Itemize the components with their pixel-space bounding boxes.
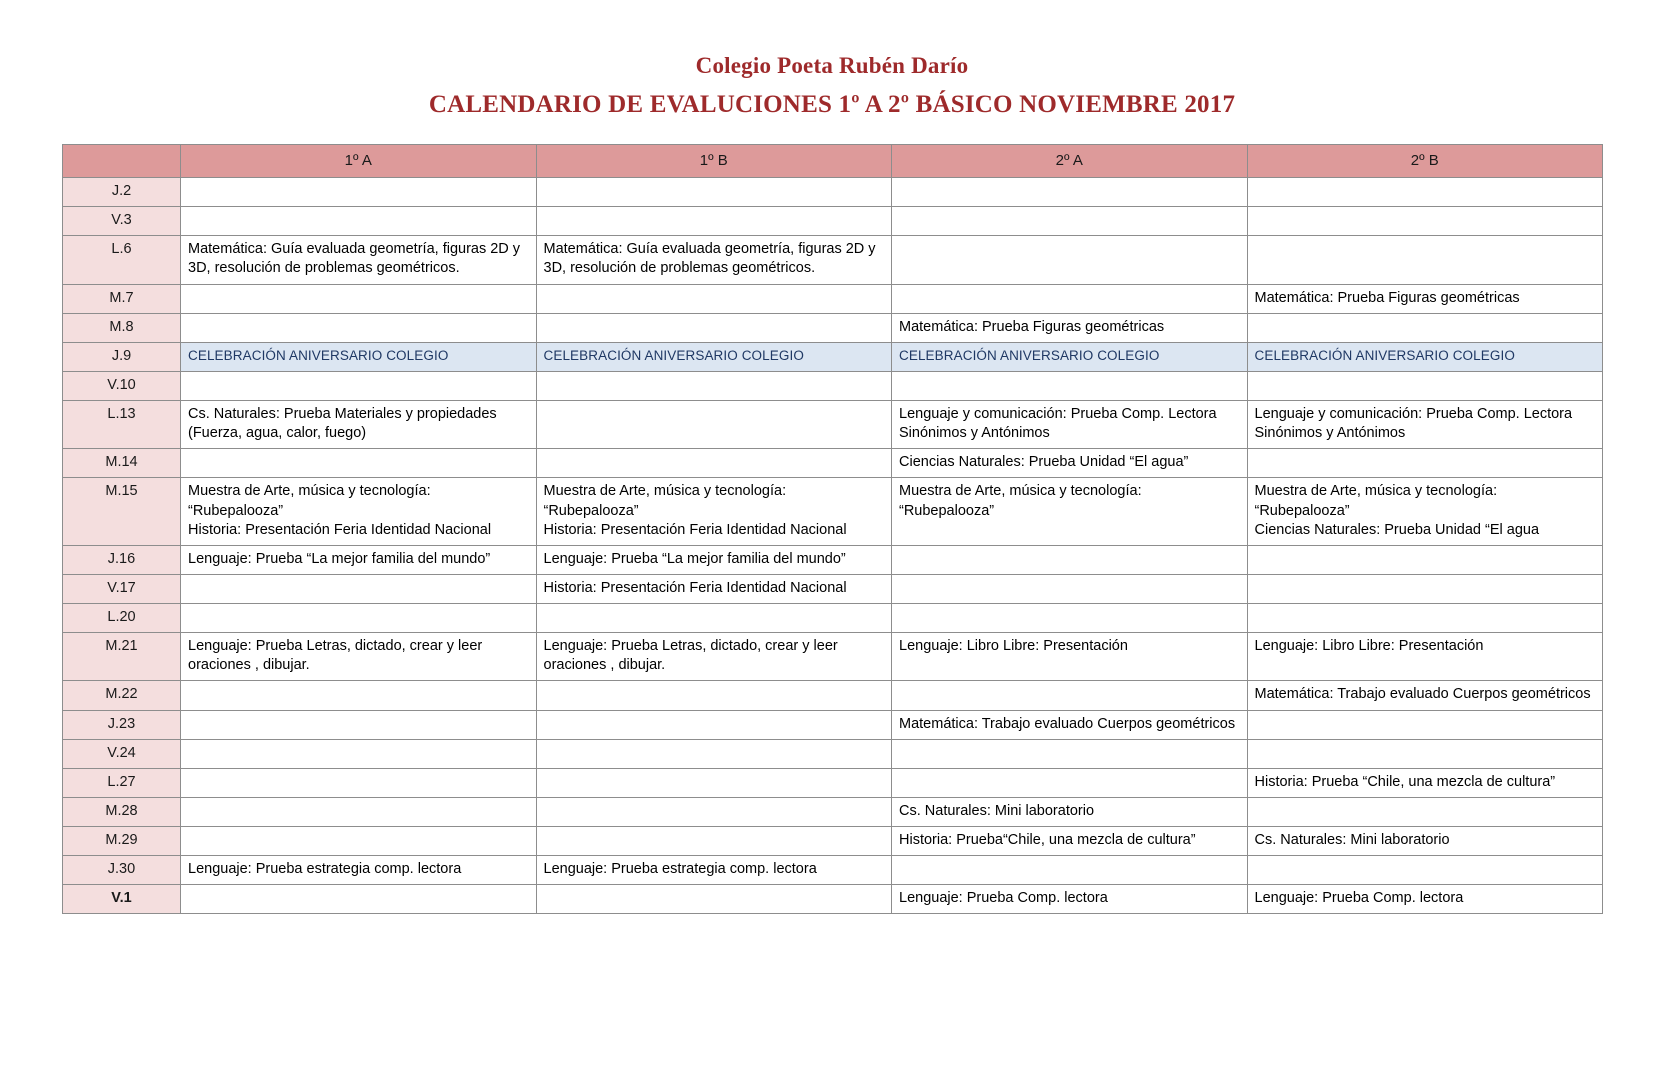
column-header-2a: 2º A [892,145,1248,178]
cell-line: Historia: Presentación Feria Identidad Nacional [543,521,847,538]
row-day-label: L.13 [63,401,181,449]
table-cell [1247,681,1603,710]
table-row [63,342,1603,371]
table-cell [892,797,1248,826]
table-cell [892,827,1248,856]
table-row [63,401,1603,449]
row-day-label: J.2 [63,178,181,207]
row-day-label: J.30 [63,856,181,885]
row-day-label: M.29 [63,827,181,856]
cell-line: Matemática: Guía evaluada geometría, figuras 2D y 3D, resolución de problemas geométricos. [543,241,876,277]
row-day-label: M.22 [63,681,181,710]
table-cell [536,710,892,739]
table-cell [892,768,1248,797]
table-cell [1247,207,1603,236]
table-cell [892,236,1248,284]
table-cell [892,710,1248,739]
table-row [63,449,1603,478]
cell-line: Matemática: Trabajo evaluado Cuerpos geométricos [899,715,1236,732]
row-day-label: J.9 [63,342,181,371]
cell-line: Cs. Naturales: Mini laboratorio [1254,832,1450,848]
table-cell [1247,313,1603,342]
table-cell [892,207,1248,236]
table-row [63,681,1603,710]
row-day-label: M.7 [63,284,181,313]
cell-line: Muestra de Arte, música y tecnología: “Rubepalooza” [543,483,787,519]
table-cell [892,681,1248,710]
table-cell [181,710,537,739]
table-cell [536,885,892,914]
table-cell [181,371,537,400]
cell-line: Lenguaje: Prueba estrategia comp. lectora [543,861,817,878]
cell-line: Lenguaje: Prueba Comp. lectora [1254,890,1464,907]
table-cell [1247,604,1603,633]
cell-line: Muestra de Arte, música y tecnología: “Rubepalooza” [188,483,431,519]
table-row [63,574,1603,603]
cell-line: Cs. Naturales: Mini laboratorio [899,802,1095,819]
cell-line: Matemática: Prueba Figuras geométricas [1254,289,1520,306]
table-cell [892,342,1248,371]
cell-line: Matemática: Prueba Figuras geométricas [899,318,1165,335]
table-cell [181,449,537,478]
table-row [63,604,1603,633]
cell-line: Muestra de Arte, música y tecnología: “Rubepalooza” [899,483,1142,519]
table-cell [536,633,892,681]
row-day-label: V.3 [63,207,181,236]
page-title: CALENDARIO DE EVALUCIONES 1º A 2º BÁSICO NOVIEMBRE 2017 [428,90,1236,118]
table-row [63,236,1603,284]
cell-line: Historia: Prueba“Chile, una mezcla de cultura” [899,832,1196,848]
table-row [63,739,1603,768]
column-header-day [63,145,181,178]
table-row [63,313,1603,342]
table-cell [181,236,537,284]
table-row [63,710,1603,739]
table-cell [536,449,892,478]
table-cell [536,574,892,603]
table-cell [181,885,537,914]
table-cell [1247,856,1603,885]
table-header [63,145,1603,178]
cell-line: Lenguaje: Prueba “La mejor familia del mundo” [543,550,846,567]
table-row [63,768,1603,797]
table-cell [892,739,1248,768]
table-cell [1247,885,1603,914]
cell-line: Historia: Prueba “Chile, una mezcla de cultura” [1254,773,1556,790]
cell-line: Lenguaje: Prueba Letras, dictado, crear y leer oraciones , dibujar. [188,638,483,674]
row-day-label: J.23 [63,710,181,739]
table-cell [892,574,1248,603]
table-cell [892,449,1248,478]
table-cell [181,797,537,826]
cell-line: Historia: Presentación Feria Identidad Nacional [188,521,492,538]
table-cell [892,545,1248,574]
cell-line: CELEBRACIÓN ANIVERSARIO COLEGIO [899,347,1160,363]
row-day-label: L.20 [63,604,181,633]
cell-line: Lenguaje: Prueba Comp. lectora [899,890,1108,907]
cell-line: Ciencias Naturales: Prueba Unidad “El agua [1254,521,1540,538]
table-cell [1247,449,1603,478]
cell-line: Cs. Naturales: Prueba Materiales y propiedades (Fuerza, agua, calor, fuego) [188,406,497,442]
table-cell [1247,371,1603,400]
column-header-1b: 1º B [536,145,892,178]
table-cell [536,342,892,371]
table-cell [536,284,892,313]
row-day-label: V.1 [63,885,181,914]
table-cell [892,885,1248,914]
table-body [63,178,1603,914]
table-cell [536,401,892,449]
table-cell [536,545,892,574]
cell-line: Lenguaje y comunicación: Prueba Comp. Lectora Sinónimos y Antónimos [899,406,1217,442]
table-cell [1247,342,1603,371]
table-cell [892,633,1248,681]
cell-line: Lenguaje: Prueba estrategia comp. lectora [188,861,462,878]
row-day-label: M.28 [63,797,181,826]
table-cell [181,342,537,371]
table-cell [892,604,1248,633]
evaluations-calendar-table [62,144,1603,914]
table-cell [181,313,537,342]
table-row [63,207,1603,236]
table-row [63,633,1603,681]
table-cell [892,284,1248,313]
table-cell [181,178,537,207]
cell-line: CELEBRACIÓN ANIVERSARIO COLEGIO [1254,347,1515,363]
table-cell [892,478,1248,545]
table-cell [1247,827,1603,856]
table-cell [181,739,537,768]
table-cell [181,207,537,236]
document-header [0,0,1664,120]
table-cell [1247,178,1603,207]
table-cell [181,574,537,603]
table-cell [892,313,1248,342]
column-header-1a: 1º A [181,145,537,178]
table-cell [181,827,537,856]
cell-line: Historia: Presentación Feria Identidad Nacional [543,579,847,596]
table-cell [1247,768,1603,797]
table-cell [892,371,1248,400]
table-cell [181,604,537,633]
table-cell [181,401,537,449]
row-day-label: V.17 [63,574,181,603]
table-cell [536,371,892,400]
cell-line: Muestra de Arte, música y tecnología: “Rubepalooza” [1254,483,1498,519]
table-cell [892,401,1248,449]
table-cell [1247,545,1603,574]
table-cell [1247,710,1603,739]
table-cell [536,207,892,236]
table-cell [181,633,537,681]
cell-line: Lenguaje: Libro Libre: Presentación [899,638,1128,655]
table-cell [181,545,537,574]
row-day-label: J.16 [63,545,181,574]
table-cell [181,681,537,710]
table-cell [892,178,1248,207]
table-cell [536,313,892,342]
table-cell [1247,574,1603,603]
row-day-label: L.27 [63,768,181,797]
row-day-label: M.14 [63,449,181,478]
table-cell [536,797,892,826]
cell-line: CELEBRACIÓN ANIVERSARIO COLEGIO [543,347,804,363]
row-day-label: V.10 [63,371,181,400]
table-cell [536,681,892,710]
table-row [63,856,1603,885]
table-cell [536,478,892,545]
table-row [63,827,1603,856]
table-cell [1247,284,1603,313]
cell-line: Lenguaje y comunicación: Prueba Comp. Lectora Sinónimos y Antónimos [1254,406,1573,442]
table-cell [536,827,892,856]
table-cell [181,478,537,545]
table-cell [892,856,1248,885]
table-row [63,545,1603,574]
cell-line: Lenguaje: Prueba “La mejor familia del mundo” [188,550,491,567]
column-header-2b: 2º B [1247,145,1603,178]
table-row [63,478,1603,545]
table-row [63,885,1603,914]
table-row [63,284,1603,313]
cell-line: CELEBRACIÓN ANIVERSARIO COLEGIO [188,347,449,363]
row-day-label: L.6 [63,236,181,284]
table-cell [181,768,537,797]
table-cell [1247,633,1603,681]
school-name: Colegio Poeta Rubén Darío [695,53,969,78]
row-day-label: M.21 [63,633,181,681]
table-cell [1247,478,1603,545]
table-cell [536,856,892,885]
table-row [63,178,1603,207]
header-row [63,145,1603,178]
cell-line: Lenguaje: Libro Libre: Presentación [1254,638,1484,655]
table-cell [1247,236,1603,284]
table-cell [181,856,537,885]
table-cell [536,604,892,633]
table-cell [1247,739,1603,768]
table-cell [536,768,892,797]
cell-line: Matemática: Guía evaluada geometría, figuras 2D y 3D, resolución de problemas geométricos. [188,241,521,277]
table-cell [536,236,892,284]
row-day-label: M.8 [63,313,181,342]
row-day-label: V.24 [63,739,181,768]
calendar-table-wrapper [62,144,1602,914]
table-cell [1247,401,1603,449]
row-day-label: M.15 [63,478,181,545]
table-row [63,797,1603,826]
cell-line: Lenguaje: Prueba Letras, dictado, crear y leer oraciones , dibujar. [543,638,838,674]
table-cell [181,284,537,313]
table-row [63,371,1603,400]
table-cell [1247,797,1603,826]
cell-line: Matemática: Trabajo evaluado Cuerpos geométricos [1254,686,1591,703]
table-cell [536,178,892,207]
table-cell [536,739,892,768]
cell-line: Ciencias Naturales: Prueba Unidad “El agua” [899,454,1189,471]
